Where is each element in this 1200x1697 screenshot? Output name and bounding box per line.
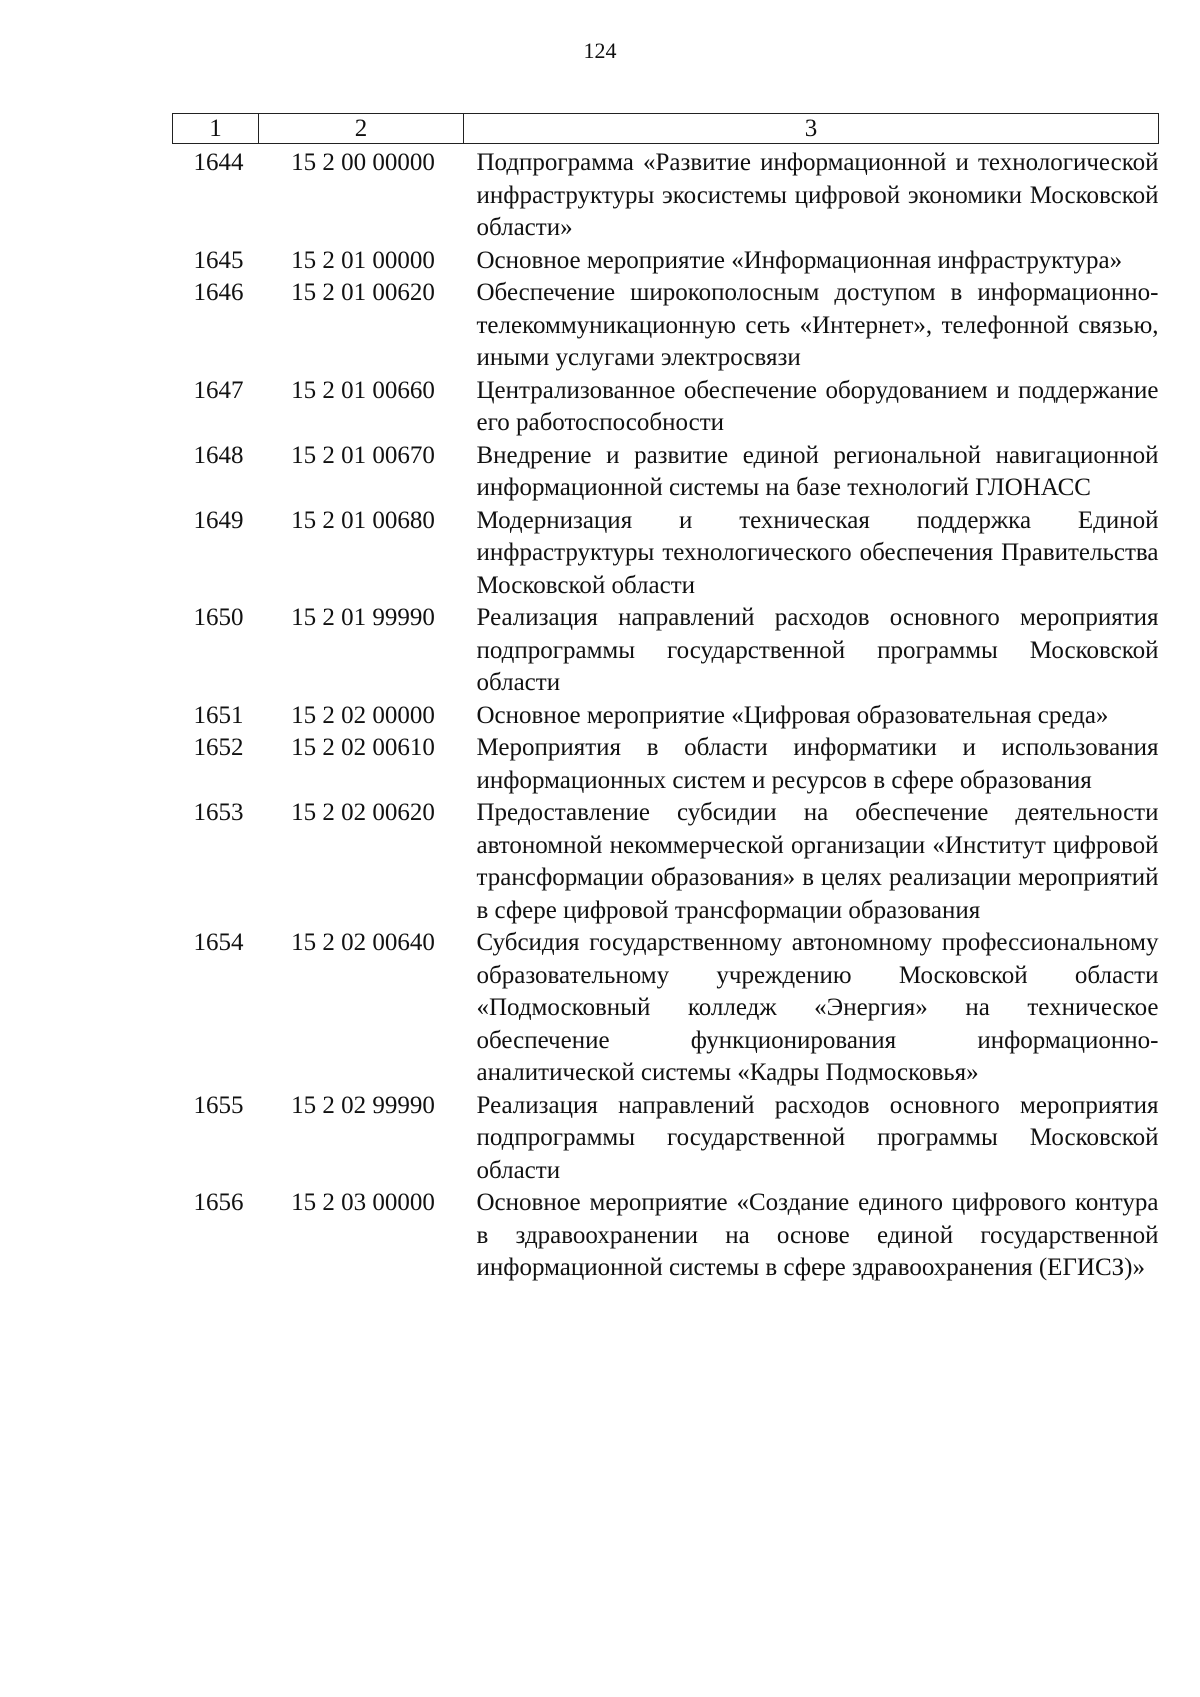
row-description: Реализация направлений расходов основного мероприятия подпрограммы государственной программы Московской области bbox=[476, 604, 1159, 696]
column-header-1: 1 bbox=[173, 114, 259, 144]
column-header-3: 3 bbox=[464, 114, 1159, 144]
row-description: Внедрение и развитие единой региональной навигационной информационной системы на базе технологий ГЛОНАСС bbox=[476, 441, 1159, 501]
row-code: 15 2 02 00000 bbox=[291, 701, 435, 729]
row-number: 1656 bbox=[193, 1189, 244, 1216]
table-row bbox=[173, 440, 1159, 505]
table-row bbox=[173, 375, 1159, 440]
page-number: 124 bbox=[583, 38, 617, 63]
row-code: 15 2 01 00620 bbox=[291, 279, 435, 306]
row-description: Мероприятия в области информатики и использования информационных систем и ресурсов в сфере образования bbox=[476, 734, 1159, 794]
row-description: Предоставление субсидии на обеспечение деятельности автономной некоммерческой организации «Институт цифровой трансформации образования» в целях реализации мероприятий в сфере цифровой трансформации образования bbox=[476, 799, 1159, 924]
row-code: 15 2 02 00640 bbox=[291, 929, 435, 956]
row-description: Централизованное обеспечение оборудованием и поддержание его работоспособности bbox=[476, 376, 1159, 436]
row-number: 1647 bbox=[193, 376, 244, 404]
row-code: 15 2 01 00670 bbox=[291, 441, 435, 469]
row-number: 1645 bbox=[193, 246, 244, 274]
table-row bbox=[173, 277, 1159, 375]
table-header-row bbox=[173, 114, 1159, 144]
row-number: 1654 bbox=[193, 929, 244, 956]
row-description: Подпрограмма «Развитие информационной и технологической инфраструктуры экосистемы цифровой экономики Московской области» bbox=[476, 149, 1159, 241]
row-description: Реализация направлений расходов основного мероприятия подпрограммы государственной программы Московской области bbox=[476, 1091, 1159, 1184]
table-row bbox=[173, 927, 1159, 1090]
row-number: 1653 bbox=[193, 799, 244, 826]
row-number: 1646 bbox=[193, 279, 244, 306]
budget-classification-table bbox=[172, 113, 1159, 1285]
column-header-2: 2 bbox=[259, 114, 464, 144]
row-number: 1648 bbox=[193, 441, 244, 469]
row-code: 15 2 02 00610 bbox=[291, 734, 435, 761]
row-description: Основное мероприятие «Информационная инфраструктура» bbox=[476, 246, 1123, 274]
row-number: 1651 bbox=[193, 701, 244, 729]
table-row bbox=[173, 147, 1159, 245]
table-row bbox=[173, 732, 1159, 797]
table-row bbox=[173, 245, 1159, 278]
table-row bbox=[173, 700, 1159, 733]
row-code: 15 2 02 00620 bbox=[291, 799, 435, 826]
row-number: 1652 bbox=[193, 734, 244, 761]
row-description: Обеспечение широкополосным доступом в информационно-телекоммуникационную сеть «Интернет», телефонной связью, иными услугами электросвязи bbox=[476, 279, 1159, 371]
row-code: 15 2 03 00000 bbox=[291, 1189, 435, 1216]
row-code: 15 2 01 00000 bbox=[291, 246, 435, 274]
row-number: 1644 bbox=[193, 149, 244, 176]
row-code: 15 2 00 00000 bbox=[291, 149, 435, 176]
table-row bbox=[173, 797, 1159, 927]
table-row bbox=[173, 505, 1159, 603]
table-row bbox=[173, 1187, 1159, 1285]
table-row bbox=[173, 602, 1159, 700]
row-number: 1650 bbox=[193, 604, 244, 631]
row-description: Основное мероприятие «Цифровая образовательная среда» bbox=[476, 701, 1109, 729]
row-code: 15 2 01 00660 bbox=[291, 376, 435, 404]
row-code: 15 2 01 99990 bbox=[291, 604, 435, 631]
row-code: 15 2 02 99990 bbox=[291, 1091, 435, 1119]
row-number: 1655 bbox=[193, 1091, 244, 1119]
row-code: 15 2 01 00680 bbox=[291, 506, 435, 534]
table-row bbox=[173, 1090, 1159, 1188]
row-description: Модернизация и техническая поддержка Единой инфраструктуры технологического обеспечения Правительства Московской области bbox=[476, 506, 1159, 599]
row-description: Субсидия государственному автономному профессиональному образовательному учреждению Московской области «Подмосковный колледж «Энергия» на техническое обеспечение функционирования информационно-аналитической системы «Кадры Подмосковья» bbox=[476, 929, 1159, 1086]
row-description: Основное мероприятие «Создание единого цифрового контура в здравоохранении на основе единой государственной информационной системы в сфере здравоохранения (ЕГИСЗ)» bbox=[476, 1189, 1159, 1281]
row-number: 1649 bbox=[193, 506, 244, 534]
